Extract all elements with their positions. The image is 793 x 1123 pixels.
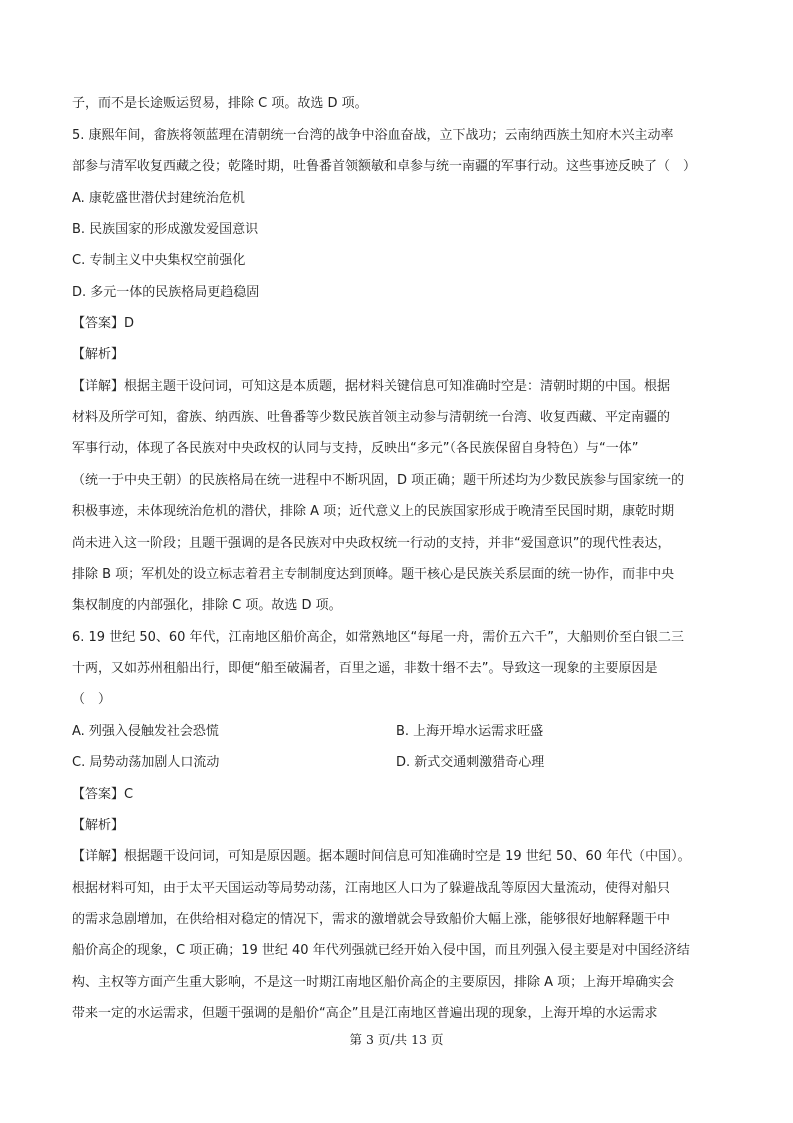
q5-explanation-line: 积极事迹，未体现统治危机的潜伏，排除 A 项；近代意义上的民族国家形成于晚清至民国时期，康乾时期	[72, 504, 675, 519]
q6-explanation-line: 【详解】根据题干设问词，可知是原因题。据本题时间信息可知准确时空是 19 世纪 50、60 年代（中国）。	[72, 849, 691, 864]
q5-option-d: D. 多元一体的民族格局更趋稳固	[72, 285, 260, 300]
q5-explanation-line: 材料及所学可知，畲族、纳西族、吐鲁番等少数民族首领主动参与清朝统一台湾、收复西藏、平定南疆的	[72, 410, 671, 425]
q6-explanation-line: 带来一定的水运需求，但题干强调的是船价“高企”且是江南地区普遍出现的现象，上海开埠的水运需求	[72, 1006, 658, 1021]
q5-option-a: A. 康乾盛世潜伏封建统治危机	[72, 191, 245, 206]
q5-option-b: B. 民族国家的形成激发爱国意识	[72, 222, 259, 237]
q5-analysis-heading: 【解析】	[72, 347, 125, 362]
q6-option-a: A. 列强入侵触发社会恐慌	[72, 724, 219, 739]
q5-explanation-line: 军事行动，体现了各民族对中央政权的认同与支持，反映出“多元”（各民族保留自身特色）与“一体”	[72, 441, 639, 456]
question-6-stem: （ ）	[72, 692, 112, 707]
question-6-stem: 6. 19 世纪 50、60 年代，江南地区船价高企，如常熟地区“每尾一舟，需价五六千”，大船则价至白银二三	[72, 630, 685, 645]
q6-answer: 【答案】C	[72, 787, 134, 802]
q6-option-b: B. 上海开埠水运需求旺盛	[396, 724, 544, 739]
q6-explanation-line: 构、主权等方面产生重大影响，不是这一时期江南地区船价高企的主要原因，排除 A 项；上海开埠确实会	[72, 975, 675, 990]
q6-explanation-line: 的需求急剧增加，在供给相对稳定的情况下，需求的激增就会导致船价大幅上涨，能够很好地解释题干中	[72, 912, 671, 927]
q5-explanation-line: 集权制度的内部强化，排除 C 项。故选 D 项。	[72, 598, 342, 613]
q6-option-d: D. 新式交通刺激猎奇心理	[396, 755, 545, 770]
q6-explanation-line: 根据材料可知，由于太平天国运动等局势动荡，江南地区人口为了躲避战乱等原因大量流动，使得对船只	[72, 881, 671, 896]
q5-explanation-line: 排除 B 项；军机处的设立标志着君主专制制度达到顶峰。题干核心是民族关系层面的统一协作，而非中央	[72, 567, 675, 582]
q5-explanation-line: 尚未进入这一阶段；且题干强调的是各民族对中央政权统一行动的支持，并非“爱国意识”的现代性表达，	[72, 536, 671, 551]
page-number-footer: 第 3 页/共 13 页	[349, 1032, 444, 1047]
q5-explanation-line: 【详解】根据主题干设问词，可知这是本质题，据材料关键信息可知准确时空是：清朝时期的中国。根据	[72, 379, 671, 394]
q5-option-c: C. 专制主义中央集权空前强化	[72, 253, 246, 268]
text-line: 子，而不是长途贩运贸易，排除 C 项。故选 D 项。	[72, 96, 368, 111]
question-6-stem: 十两，又如苏州租船出行，即便“船至破漏者，百里之遥，非数十缗不去”。导致这一现象的主要原因是	[72, 661, 658, 676]
question-5-stem: 5. 康熙年间，畲族将领蓝理在清朝统一台湾的战争中浴血奋战，立下战功；云南纳西族土知府木兴主动率	[72, 128, 674, 143]
q5-explanation-line: （统一于中央王朝）的民族格局在统一进程中不断巩固，D 项正确；题干所述均为少数民族参与国家统一的	[72, 473, 685, 488]
q6-option-c: C. 局势动荡加剧人口流动	[72, 755, 220, 770]
question-5-stem: 部参与清军收复西藏之役；乾隆时期，吐鲁番首领额敏和卓参与统一南疆的军事行动。这些事迹反映了（ ）	[72, 159, 697, 174]
q6-explanation-line: 船价高企的现象，C 项正确；19 世纪 40 年代列强就已经开始入侵中国，而且列强入侵主要是对中国经济结	[72, 943, 690, 958]
q5-answer: 【答案】D	[72, 316, 135, 331]
q6-analysis-heading: 【解析】	[72, 818, 125, 833]
